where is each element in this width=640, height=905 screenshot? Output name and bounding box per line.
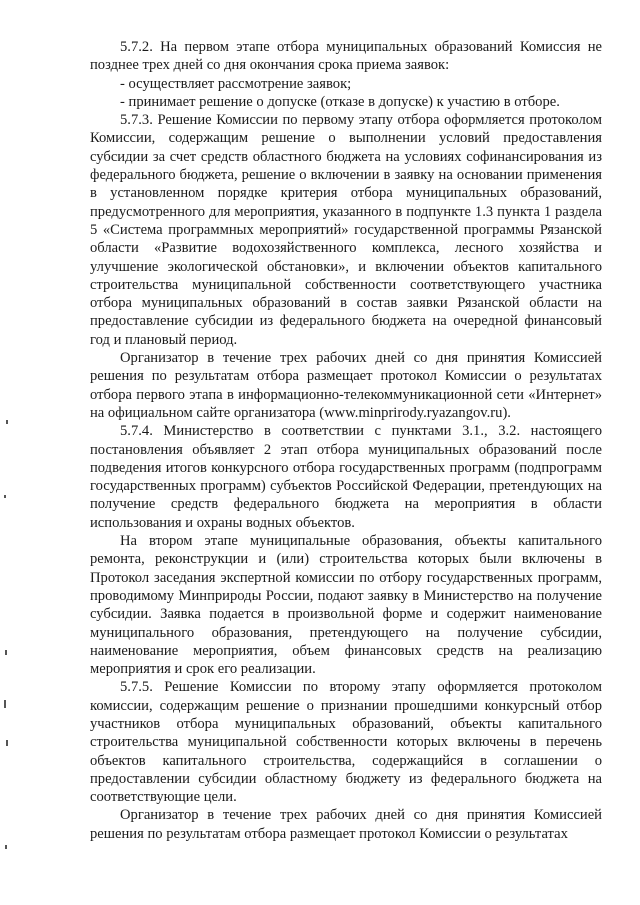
paragraph-organizer-stage2: Организатор в течение трех рабочих дней со дня принятия Комиссией решения по результатам отбора размещает протокол Комиссии о результатах	[90, 807, 602, 842]
list-item-decision: - принимает решение о допуске (отказе в допуске) к участию в отборе.	[120, 93, 560, 110]
paragraph-5-7-5: 5.7.5. Решение Комиссии по второму этапу оформляется протоколом комиссии, содержащим решение о признании прошедшими конкурсный отбор участников отбора муниципальных образований, объекты капитального строительства муниципальной собственности которых включены в перечень объектов капитального строительства, содержащийся в соглашении о предоставлении субсидии областному бюджету из федерального бюджета на соответствующие цели.	[90, 679, 602, 806]
paragraph-organizer-stage1: Организатор в течение трех рабочих дней со дня принятия Комиссией решения по результатам отбора размещает протокол Комиссии о результатах отбора первого этапа в информационно-телекоммуникационной сети «Интернет» на официальном сайте организатора (www.minprirody.ryazangov.ru).	[90, 350, 602, 421]
list-item-review: - осуществляет рассмотрение заявок;	[120, 75, 352, 92]
paragraph-second-stage: На втором этапе муниципальные образования, объекты капитального ремонта, реконструкции и (или) строительства которых были включены в Протокол заседания экспертной комиссии по отбору государственных программ, проводимому Минприроды России, подают заявку в Министерство на получение субсидии. Заявка подается в произвольной форме и содержит наименование муниципального образования, претендующего на получение субсидии, наименование мероприятия, объем финансовых средств на реализацию мероприятия и срок его реализации.	[90, 533, 602, 678]
document-page	[90, 38, 602, 843]
scan-margin-mark	[6, 740, 8, 746]
scan-margin-mark	[4, 495, 6, 498]
paragraph-5-7-3: 5.7.3. Решение Комиссии по первому этапу отбора оформляется протоколом Комиссии, содержащим решение о выполнении условий предоставления субсидии за счет средств областного бюджета на условиях софинансирования из федерального бюджета, решение о включении в заявку на основании применения в установленном порядке критерия отбора муниципальных образований, предусмотренного для мероприятия, указанного в подпункте 1.3 пункта 1 раздела 5 «Система программных мероприятий» государственной программы Рязанской области «Развитие водохозяйственного комплекса, лесного хозяйства и улучшение экологической обстановки», и включении объектов капитального строительства муниципальной собственности соответствующего участника отбора муниципальных образований в состав заявки Рязанской области на предоставление субсидии из федерального бюджета на очередной финансовый год и плановый период.	[90, 112, 602, 348]
scan-margin-mark	[5, 650, 7, 655]
paragraph-5-7-4: 5.7.4. Министерство в соответствии с пунктами 3.1., 3.2. настоящего постановления объявляет 2 этап отбора муниципальных образований после подведения итогов конкурсного отбора государственных программ (подпрограмм государственных программ) субъектов Российской Федерации, претендующих на получение средств федерального бюджета на мероприятия в области использования и охраны водных объектов.	[90, 423, 602, 531]
paragraph-5-7-2: 5.7.2. На первом этапе отбора муниципальных образований Комиссия не позднее трех дней со дня окончания срока приема заявок:	[90, 39, 602, 74]
scan-margin-mark	[4, 700, 6, 708]
scan-margin-mark	[6, 420, 8, 424]
scan-margin-mark	[5, 845, 7, 849]
